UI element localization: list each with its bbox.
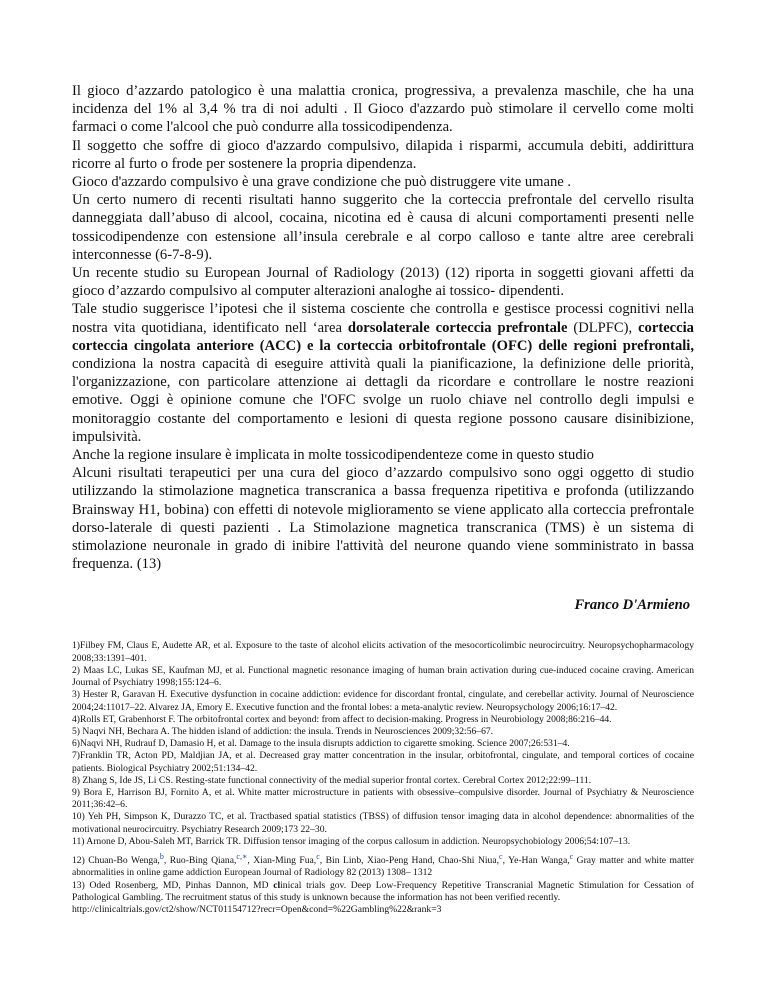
reference-item: 9) Bora E, Harrison BJ, Fornito A, et al. White matter microstructure in patients with obsessive–compulsive disorder. Journal of Psychiatry & Neuroscience 2011;36:42–6. — [72, 786, 694, 811]
paragraph-radiology-study: Un recente studio su European Journal of Radiology (2013) (12) riporta in soggetti giovani affetti da gioco d’azzardo compulsivo al computer alterazioni analoghe ai tossico- dipendenti. — [72, 265, 694, 300]
reference-item: 11) Arnone D, Abou-Saleh MT, Barrick TR. Diffusion tensor imaging of the corpus callosum in addiction. Neuropsychobiology 2006;54:107–13. — [72, 835, 631, 847]
affiliation-link[interactable]: c — [316, 851, 320, 861]
text-segment: inical trials gov. Deep Low-Frequency Repetitive Transcranial Magnetic Stimulation for Cessation of Pathological Gambling. The recruitment status of this study is unknown because the information has not been verified recently. — [72, 879, 694, 903]
text-segment: , Ye-Han Wanga, — [502, 855, 570, 867]
reference-item: 5) Naqvi NH, Bechara A. The hidden island of addiction: the insula. Trends in Neurosciences 2009;32:56–67. — [72, 725, 494, 737]
reference-item: 4)Rolls ET, Grabenhorst F. The orbitofrontal cortex and beyond: from affect to decision-making. Progress in Neurobiology 2008;86:216–44. — [72, 713, 612, 725]
text-segment: (DLPFC), — [567, 319, 639, 336]
reference-item: 3) Hester R, Garavan H. Executive dysfunction in cocaine addiction: evidence for discordant frontal, cingulate, and cerebellar activity. Journal of Neuroscience 2004;24:11017–22. Alvarez JA, Emory E. Executive function and the frontal lobes: a meta-analytic review. Neuropsychology 2006;16:17–42. — [72, 689, 694, 713]
text-segment: 12) Chuan-Bo Wenga, — [72, 855, 160, 867]
reference-item: 10) Yeh PH, Simpson K, Durazzo TC, et al. Tractbased spatial statistics (TBSS) of diffusion tensor imaging data in alcohol dependence: abnormalities of the motivational neurocircuitry. Psychiatry Research 2009;173 22–30. — [72, 811, 694, 835]
references-list — [72, 640, 694, 916]
reference-url[interactable]: http://clinicaltrials.gov/ct2/show/NCT01154712?recr=Open&cond=%22Gambling%22&rank=3 — [72, 903, 442, 915]
text-segment: , Bin Linb, Xiao-Peng Hand, Chao-Shi Niua, — [319, 855, 499, 867]
reference-item: 1)Filbey FM, Claus E, Audette AR, et al. Exposure to the taste of alcohol elicits activation of the mesocorticolimbic neurocircuitry. Neuropsychopharmacology 2008;33:1391–401. — [72, 640, 694, 664]
text-segment: , Xian-Ming Fua, — [247, 855, 317, 867]
reference-item: 7)Franklin TR, Acton PD, Maldjian JA, et al. Decreased gray matter concentration in the insular, orbitofrontal, cingulate, and temporal cortices of cocaine patients. Biological Psychiatry 2002;51:134–42. — [72, 750, 694, 774]
text-segment: Gray matter and white matter abnormalities in online game addiction European Journal of Radiology 82 (2013) 1308– 1312 — [72, 855, 694, 879]
reference-item-12 — [72, 851, 694, 880]
text-segment: condiziona la nostra capacità di eseguire attività quali la pianificazione, la definizione delle priorità, l'organizzazione, con particolare attenzione ai dettagli da ricordare e controllare le nostre reazioni emotive. Oggi è opinione comune che l'OFC svolge un ruolo chiave nel controllo degli impulsi e monitoraggio costante del comportamento e lesioni di questa regione possono causare disinibizione, impulsività. — [72, 356, 694, 445]
reference-item: 2) Maas LC, Lukas SE, Kaufman MJ, et al. Functional magnetic resonance imaging of human brain activation during cue-induced cocaine craving. American Journal of Psychiatry 1998;155:124–6. — [72, 664, 694, 689]
text-segment: 13) Oded Rosenberg, MD, Pinhas Dannon, MD — [72, 879, 274, 891]
text-segment: Tale studio suggerisce l’ipotesi che il sistema cosciente che controlla e gestisce processi cognitivi nella nostra vita quotidiana, identificato nell ‘area — [72, 301, 694, 336]
affiliation-link[interactable]: c,∗ — [236, 851, 248, 861]
affiliation-link[interactable]: b — [159, 851, 164, 861]
reference-item: 6)Naqvi NH, Rudrauf D, Damasio H, et al. Damage to the insula disrupts addiction to cigarette smoking. Science 2007;26:531–4. — [72, 738, 570, 750]
document-page — [72, 82, 694, 916]
paragraph-intro: Il gioco d’azzardo patologico è una malattia cronica, progressiva, a prevalenza maschile, che ha una incidenza del 1% al 3,4 % tra di noi adulti . Il Gioco d'azzardo può stimolare il cervello come molti farmaci o come l'alcool che può condurre alla tossicodipendenza. — [72, 83, 694, 136]
paragraph-tms-therapy: Alcuni risultati terapeutici per una cura del gioco d’azzardo compulsivo sono oggi oggetto di studio utilizzando la stimolazione magnetica transcranica a bassa frequenza ripetitiva e profonda (utilizzando Brainsway H1, bobina) con effetti di notevole miglioramento se viene applicato alla corteccia prefrontale dorso-laterale di questi pazienti . La Stimolazione magnetica transcranica (TMS) è un sistema di stimolazione neuronale in grado di inibire l'attività del neurone quando viene somministrato in bassa frequenza. (13) — [72, 465, 694, 573]
affiliation-link[interactable]: c — [499, 851, 503, 861]
reference-item-13 — [72, 880, 694, 904]
paragraph-compulsive-subject: Il soggetto che soffre di gioco d'azzardo compulsivo, dilapida i risparmi, accumula debiti, addirittura ricorre al furto o frode per sostenere la propria dipendenza. — [72, 137, 694, 172]
affiliation-link[interactable]: c — [569, 851, 574, 861]
bold-dlpfc: dorsolaterale corteccia prefrontale — [347, 319, 568, 336]
paragraph-insular-region: Anche la regione insulare è implicata in molte tossicodipendenteze come in questo studio — [72, 447, 594, 464]
bold-acc-ofc: corteccia corteccia cingolata anteriore (ACC) e la corteccia orbitofrontale (OFC) delle regioni prefrontali, — [72, 319, 694, 354]
author-signature: Franco D'Armieno — [574, 597, 690, 614]
paragraph-prefrontal-cortex: Un certo numero di recenti risultati hanno suggerito che la corteccia prefrontale del cervello risulta danneggiata dall’abuso di alcool, cocaina, nicotina ed è causa di alcuni comportamenti presenti nelle tossicodipendenze con estensione all’insula cerebrale e al corpo calloso e tante altre aree cerebrali interconnesse (6-7-8-9). — [72, 192, 694, 263]
paragraph-grave-condition: Gioco d'azzardo compulsivo è una grave condizione che può distruggere vite umane . — [72, 174, 572, 191]
article-body — [72, 82, 694, 573]
reference-item: 8) Zhang S, Ide JS, Li CS. Resting-state functional connectivity of the medial superior frontal cortex. Cerebral Cortex 2012;22:99–111. — [72, 774, 592, 786]
text-segment: , Ruo-Bing Qiana, — [163, 855, 237, 867]
bold-fragment: cl — [273, 879, 281, 891]
paragraph-cognitive-system — [72, 300, 694, 446]
